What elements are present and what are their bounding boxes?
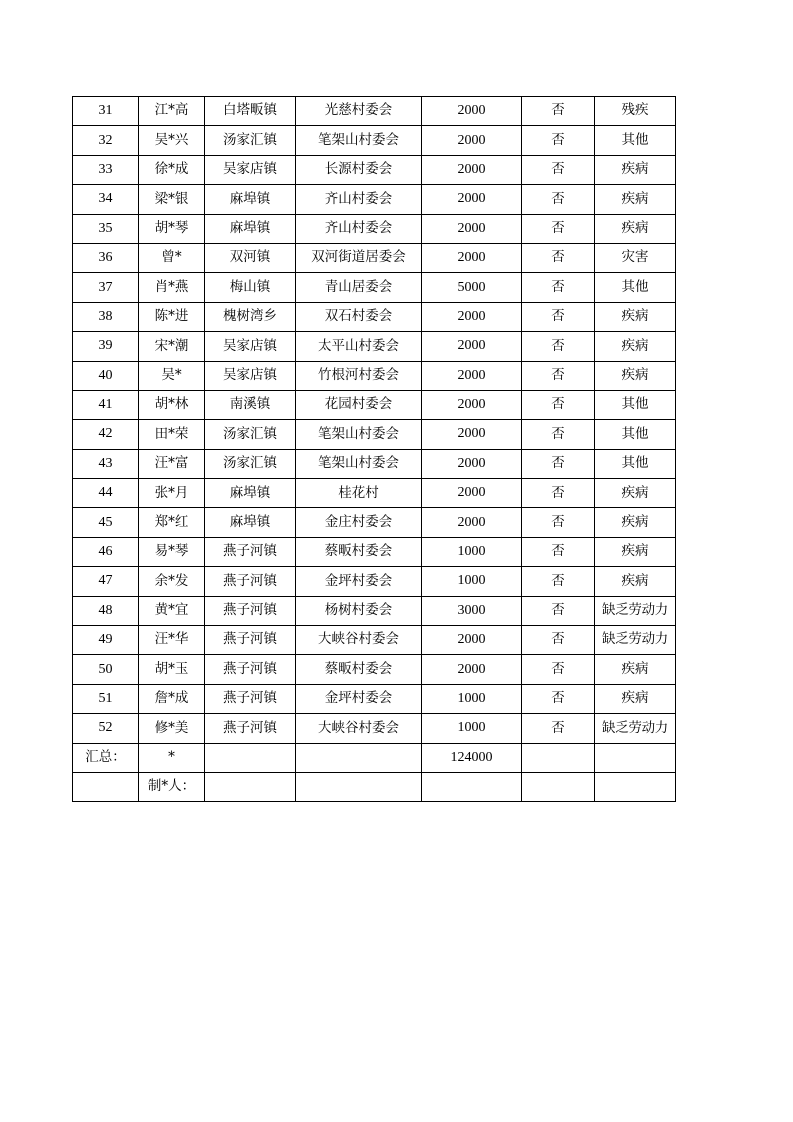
table-row bbox=[73, 243, 676, 272]
summary-label: 汇总： bbox=[73, 743, 139, 772]
cell-amount: 2000 bbox=[422, 126, 522, 155]
cell-amount: 3000 bbox=[422, 596, 522, 625]
cell-town: 槐树湾乡 bbox=[205, 302, 296, 331]
cell-name: 张*月 bbox=[139, 479, 205, 508]
cell-town: 麻埠镇 bbox=[205, 185, 296, 214]
cell-no: 51 bbox=[73, 684, 139, 713]
cell-reason: 其他 bbox=[595, 126, 676, 155]
cell-town: 吴家店镇 bbox=[205, 332, 296, 361]
cell-village: 金庄村委会 bbox=[296, 508, 422, 537]
cell-no: 38 bbox=[73, 302, 139, 331]
cell-reason: 其他 bbox=[595, 420, 676, 449]
summary-cell-flag bbox=[522, 743, 595, 772]
cell-reason: 疾病 bbox=[595, 508, 676, 537]
summary-cell-town bbox=[205, 743, 296, 772]
cell-name: 曾* bbox=[139, 243, 205, 272]
cell-no: 49 bbox=[73, 626, 139, 655]
cell-town: 南溪镇 bbox=[205, 390, 296, 419]
cell-reason: 其他 bbox=[595, 449, 676, 478]
cell-amount: 5000 bbox=[422, 273, 522, 302]
cell-flag: 否 bbox=[522, 243, 595, 272]
table-row bbox=[73, 626, 676, 655]
summary-total: 124000 bbox=[422, 743, 522, 772]
cell-village: 笔架山村委会 bbox=[296, 126, 422, 155]
cell-amount: 2000 bbox=[422, 97, 522, 126]
cell-town: 燕子河镇 bbox=[205, 655, 296, 684]
cell-reason: 疾病 bbox=[595, 302, 676, 331]
cell-no: 33 bbox=[73, 155, 139, 184]
table-row bbox=[73, 714, 676, 743]
data-table bbox=[72, 96, 676, 802]
cell-name: 梁*银 bbox=[139, 185, 205, 214]
cell-amount: 2000 bbox=[422, 155, 522, 184]
table-row bbox=[73, 684, 676, 713]
cell-name: 胡*林 bbox=[139, 390, 205, 419]
cell-name: 陈*进 bbox=[139, 302, 205, 331]
cell-reason: 残疾 bbox=[595, 97, 676, 126]
cell-flag: 否 bbox=[522, 155, 595, 184]
cell-no: 52 bbox=[73, 714, 139, 743]
cell-flag: 否 bbox=[522, 626, 595, 655]
cell-amount: 2000 bbox=[422, 302, 522, 331]
footer-cell-flag bbox=[522, 772, 595, 801]
cell-flag: 否 bbox=[522, 390, 595, 419]
cell-amount: 2000 bbox=[422, 361, 522, 390]
cell-flag: 否 bbox=[522, 684, 595, 713]
cell-amount: 2000 bbox=[422, 420, 522, 449]
summary-cell-village bbox=[296, 743, 422, 772]
cell-amount: 2000 bbox=[422, 479, 522, 508]
cell-no: 40 bbox=[73, 361, 139, 390]
cell-flag: 否 bbox=[522, 126, 595, 155]
table-row bbox=[73, 361, 676, 390]
table-row bbox=[73, 185, 676, 214]
cell-village: 大峡谷村委会 bbox=[296, 626, 422, 655]
footer-cell-amount bbox=[422, 772, 522, 801]
footer-cell-no bbox=[73, 772, 139, 801]
cell-flag: 否 bbox=[522, 185, 595, 214]
cell-amount: 2000 bbox=[422, 655, 522, 684]
cell-name: 汪*富 bbox=[139, 449, 205, 478]
cell-name: 肖*燕 bbox=[139, 273, 205, 302]
cell-town: 麻埠镇 bbox=[205, 508, 296, 537]
footer-row bbox=[73, 772, 676, 801]
maker-label: 制*人： bbox=[139, 772, 205, 801]
footer-cell-reason bbox=[595, 772, 676, 801]
table-row bbox=[73, 596, 676, 625]
table-row bbox=[73, 449, 676, 478]
cell-town: 燕子河镇 bbox=[205, 684, 296, 713]
cell-name: 汪*华 bbox=[139, 626, 205, 655]
table-row bbox=[73, 390, 676, 419]
cell-no: 50 bbox=[73, 655, 139, 684]
cell-name: 徐*成 bbox=[139, 155, 205, 184]
cell-amount: 1000 bbox=[422, 684, 522, 713]
cell-name: 胡*玉 bbox=[139, 655, 205, 684]
cell-no: 47 bbox=[73, 567, 139, 596]
cell-reason: 其他 bbox=[595, 390, 676, 419]
cell-name: 黄*宜 bbox=[139, 596, 205, 625]
cell-reason: 疾病 bbox=[595, 361, 676, 390]
cell-town: 燕子河镇 bbox=[205, 567, 296, 596]
cell-village: 齐山村委会 bbox=[296, 185, 422, 214]
cell-no: 39 bbox=[73, 332, 139, 361]
table-row bbox=[73, 273, 676, 302]
cell-name: 易*琴 bbox=[139, 537, 205, 566]
cell-town: 汤家汇镇 bbox=[205, 126, 296, 155]
cell-town: 燕子河镇 bbox=[205, 537, 296, 566]
cell-amount: 1000 bbox=[422, 714, 522, 743]
cell-no: 35 bbox=[73, 214, 139, 243]
cell-flag: 否 bbox=[522, 214, 595, 243]
cell-reason: 疾病 bbox=[595, 479, 676, 508]
cell-town: 汤家汇镇 bbox=[205, 420, 296, 449]
cell-village: 光慈村委会 bbox=[296, 97, 422, 126]
cell-flag: 否 bbox=[522, 479, 595, 508]
table-body bbox=[73, 97, 676, 802]
cell-flag: 否 bbox=[522, 302, 595, 331]
summary-row bbox=[73, 743, 676, 772]
cell-village: 花园村委会 bbox=[296, 390, 422, 419]
cell-town: 汤家汇镇 bbox=[205, 449, 296, 478]
cell-flag: 否 bbox=[522, 655, 595, 684]
cell-village: 双石村委会 bbox=[296, 302, 422, 331]
cell-reason: 缺乏劳动力 bbox=[595, 596, 676, 625]
cell-amount: 2000 bbox=[422, 214, 522, 243]
cell-flag: 否 bbox=[522, 508, 595, 537]
table-row bbox=[73, 479, 676, 508]
table-row bbox=[73, 126, 676, 155]
cell-village: 竹根河村委会 bbox=[296, 361, 422, 390]
cell-reason: 其他 bbox=[595, 273, 676, 302]
cell-town: 燕子河镇 bbox=[205, 626, 296, 655]
cell-town: 白塔畈镇 bbox=[205, 97, 296, 126]
cell-reason: 疾病 bbox=[595, 537, 676, 566]
cell-village: 蔡畈村委会 bbox=[296, 537, 422, 566]
cell-village: 太平山村委会 bbox=[296, 332, 422, 361]
cell-town: 双河镇 bbox=[205, 243, 296, 272]
cell-town: 麻埠镇 bbox=[205, 479, 296, 508]
table-row bbox=[73, 155, 676, 184]
summary-name: * bbox=[139, 743, 205, 772]
cell-name: 詹*成 bbox=[139, 684, 205, 713]
cell-village: 青山居委会 bbox=[296, 273, 422, 302]
cell-amount: 2000 bbox=[422, 508, 522, 537]
cell-flag: 否 bbox=[522, 537, 595, 566]
cell-reason: 疾病 bbox=[595, 155, 676, 184]
cell-amount: 2000 bbox=[422, 449, 522, 478]
cell-town: 吴家店镇 bbox=[205, 155, 296, 184]
cell-village: 笔架山村委会 bbox=[296, 449, 422, 478]
cell-no: 43 bbox=[73, 449, 139, 478]
cell-name: 吴*兴 bbox=[139, 126, 205, 155]
table-row bbox=[73, 567, 676, 596]
table-row bbox=[73, 420, 676, 449]
cell-town: 麻埠镇 bbox=[205, 214, 296, 243]
cell-no: 32 bbox=[73, 126, 139, 155]
cell-name: 郑*红 bbox=[139, 508, 205, 537]
cell-flag: 否 bbox=[522, 596, 595, 625]
cell-reason: 疾病 bbox=[595, 655, 676, 684]
cell-name: 吴* bbox=[139, 361, 205, 390]
cell-flag: 否 bbox=[522, 361, 595, 390]
cell-amount: 1000 bbox=[422, 567, 522, 596]
cell-flag: 否 bbox=[522, 420, 595, 449]
cell-name: 余*发 bbox=[139, 567, 205, 596]
cell-reason: 疾病 bbox=[595, 214, 676, 243]
cell-name: 宋*潮 bbox=[139, 332, 205, 361]
cell-amount: 2000 bbox=[422, 332, 522, 361]
cell-amount: 2000 bbox=[422, 185, 522, 214]
cell-reason: 灾害 bbox=[595, 243, 676, 272]
table-row bbox=[73, 508, 676, 537]
cell-no: 41 bbox=[73, 390, 139, 419]
cell-reason: 疾病 bbox=[595, 567, 676, 596]
cell-village: 蔡畈村委会 bbox=[296, 655, 422, 684]
cell-town: 燕子河镇 bbox=[205, 714, 296, 743]
cell-village: 桂花村 bbox=[296, 479, 422, 508]
table-row bbox=[73, 537, 676, 566]
cell-no: 31 bbox=[73, 97, 139, 126]
cell-name: 胡*琴 bbox=[139, 214, 205, 243]
table-row bbox=[73, 332, 676, 361]
cell-village: 双河街道居委会 bbox=[296, 243, 422, 272]
cell-village: 金坪村委会 bbox=[296, 684, 422, 713]
table-row bbox=[73, 214, 676, 243]
cell-reason: 缺乏劳动力 bbox=[595, 714, 676, 743]
cell-no: 45 bbox=[73, 508, 139, 537]
cell-no: 37 bbox=[73, 273, 139, 302]
cell-flag: 否 bbox=[522, 273, 595, 302]
cell-reason: 疾病 bbox=[595, 684, 676, 713]
cell-village: 杨树村委会 bbox=[296, 596, 422, 625]
cell-village: 齐山村委会 bbox=[296, 214, 422, 243]
cell-no: 34 bbox=[73, 185, 139, 214]
cell-town: 吴家店镇 bbox=[205, 361, 296, 390]
cell-no: 44 bbox=[73, 479, 139, 508]
cell-village: 长源村委会 bbox=[296, 155, 422, 184]
cell-town: 燕子河镇 bbox=[205, 596, 296, 625]
table-row bbox=[73, 97, 676, 126]
cell-village: 大峡谷村委会 bbox=[296, 714, 422, 743]
cell-village: 笔架山村委会 bbox=[296, 420, 422, 449]
cell-flag: 否 bbox=[522, 97, 595, 126]
cell-name: 田*荣 bbox=[139, 420, 205, 449]
summary-cell-reason bbox=[595, 743, 676, 772]
cell-no: 48 bbox=[73, 596, 139, 625]
cell-no: 42 bbox=[73, 420, 139, 449]
table-row bbox=[73, 302, 676, 331]
cell-amount: 2000 bbox=[422, 390, 522, 419]
cell-town: 梅山镇 bbox=[205, 273, 296, 302]
cell-reason: 缺乏劳动力 bbox=[595, 626, 676, 655]
table-row bbox=[73, 655, 676, 684]
cell-reason: 疾病 bbox=[595, 185, 676, 214]
footer-cell-village bbox=[296, 772, 422, 801]
cell-village: 金坪村委会 bbox=[296, 567, 422, 596]
cell-flag: 否 bbox=[522, 449, 595, 478]
cell-amount: 2000 bbox=[422, 243, 522, 272]
cell-no: 46 bbox=[73, 537, 139, 566]
cell-flag: 否 bbox=[522, 714, 595, 743]
cell-name: 江*高 bbox=[139, 97, 205, 126]
cell-reason: 疾病 bbox=[595, 332, 676, 361]
cell-flag: 否 bbox=[522, 567, 595, 596]
cell-flag: 否 bbox=[522, 332, 595, 361]
cell-amount: 2000 bbox=[422, 626, 522, 655]
cell-no: 36 bbox=[73, 243, 139, 272]
footer-cell-town bbox=[205, 772, 296, 801]
cell-amount: 1000 bbox=[422, 537, 522, 566]
cell-name: 修*美 bbox=[139, 714, 205, 743]
